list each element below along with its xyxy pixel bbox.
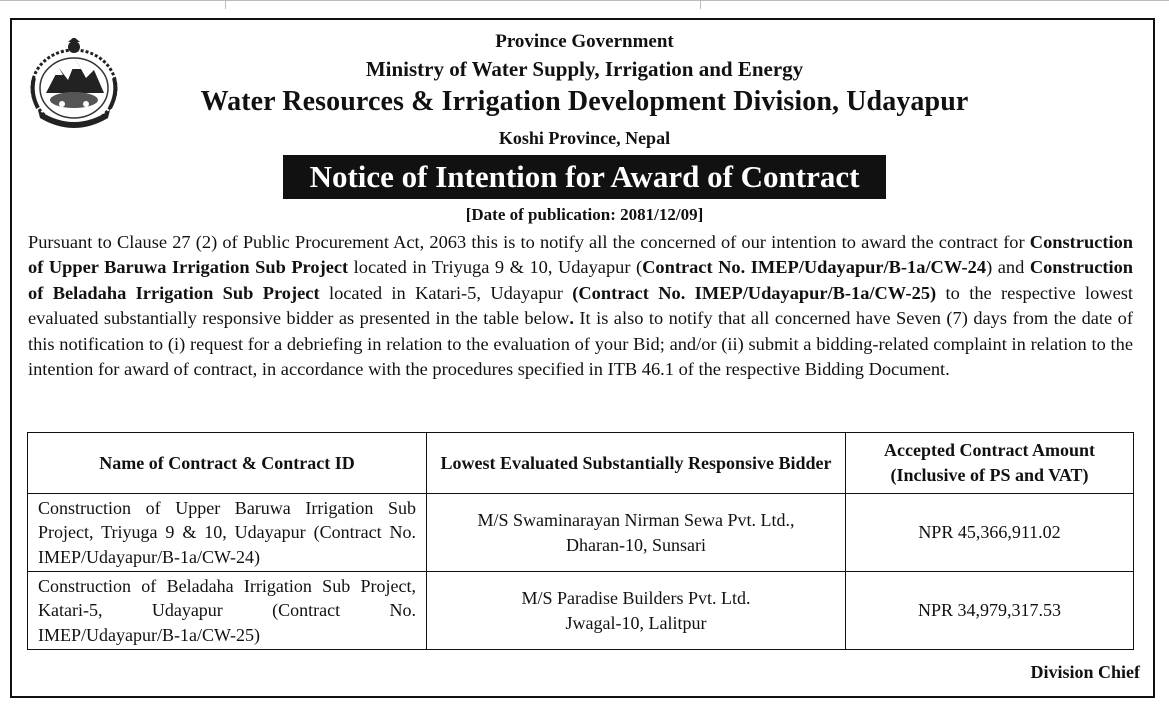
column-header-amount: Accepted Contract Amount (Inclusive of PS and VAT) [846, 433, 1134, 494]
contract-id-24: Contract No. IMEP/Udayapur/B-1a/CW-24 [642, 257, 987, 278]
bidder-cell [427, 494, 846, 572]
body-text-6: It is also to notify that all concerned have Seven (7) days from the date of this notification to (i) request for a debriefing in relation to the evaluation of your Bid; and/or (ii) submit a bidding-related complaint in relation to the intention for award of contract, in accordance with the procedures specified in ITB 46.1 of the respective Bidding Document. [28, 308, 1133, 380]
amount-cell: NPR 34,979,317.53 [846, 572, 1134, 650]
header-ministry: Ministry of Water Supply, Irrigation and Energy [365, 57, 804, 81]
body-period: . [569, 308, 574, 329]
body-text-1: Pursuant to Clause 27 (2) of Public Procurement Act, 2063 this is to notify all the concerned of our intention to award the contract for [28, 232, 1030, 252]
notice-title: Notice of Intention for Award of Contract [283, 155, 886, 199]
bidder-address: Dharan-10, Sunsari [566, 534, 706, 555]
body-text-4: located in Katari-5, Udayapur [319, 282, 573, 303]
contract-cell: Construction of Upper Baruwa Irrigation Sub Project, Triyuga 9 & 10, Udayapur (Contract No. IMEP/Udayapur/B-1a/CW-24) [28, 494, 427, 572]
amount-cell: NPR 45,366,911.02 [846, 494, 1134, 572]
table-header-row [28, 433, 1134, 494]
bidder-name: M/S Swaminarayan Nirman Sewa Pvt. Ltd., [477, 510, 795, 530]
contract-id-25: (Contract No. IMEP/Udayapur/B-1a/CW-25) [572, 282, 937, 303]
publication-date: [Date of publication: 2081/12/09] [465, 205, 704, 224]
contract-name-25: Construction of Beladaha Irrigation Sub Project [28, 257, 1134, 303]
notice-body [28, 230, 1133, 382]
header-location: Koshi Province, Nepal [498, 128, 671, 148]
table-row [28, 572, 1134, 650]
header-division: Water Resources & Irrigation Development Division, Udayapur [200, 86, 969, 117]
body-text-2: located in Triyuga 9 & 10, Udayapur ( [348, 257, 643, 278]
body-text-3: ) and [986, 257, 1030, 278]
contract-cell: Construction of Beladaha Irrigation Sub Project, Katari-5, Udayapur (Contract No. IMEP/Udayapur/B-1a/CW-25) [28, 572, 427, 650]
column-divider-tick [700, 0, 701, 9]
bidder-address: Jwagal-10, Lalitpur [565, 612, 707, 633]
header-province: Province Government [495, 31, 674, 52]
column-divider-tick [225, 0, 226, 9]
bidder-name: M/S Paradise Builders Pvt. Ltd. [521, 588, 751, 608]
body-text-5: to the respective lowest evaluated substantially responsive bidder as presented in the table below [28, 282, 1133, 329]
contract-name-24: Construction of Upper Baruwa Irrigation Sub Project [28, 232, 1133, 278]
bidder-cell [427, 572, 846, 650]
top-rule [0, 0, 1169, 1]
column-header-contract: Name of Contract & Contract ID [28, 433, 427, 494]
signoff-division-chief: Division Chief [1030, 662, 1140, 682]
column-header-bidder: Lowest Evaluated Substantially Responsive Bidder [427, 433, 846, 494]
table-row [28, 494, 1134, 572]
award-table [27, 432, 1134, 650]
